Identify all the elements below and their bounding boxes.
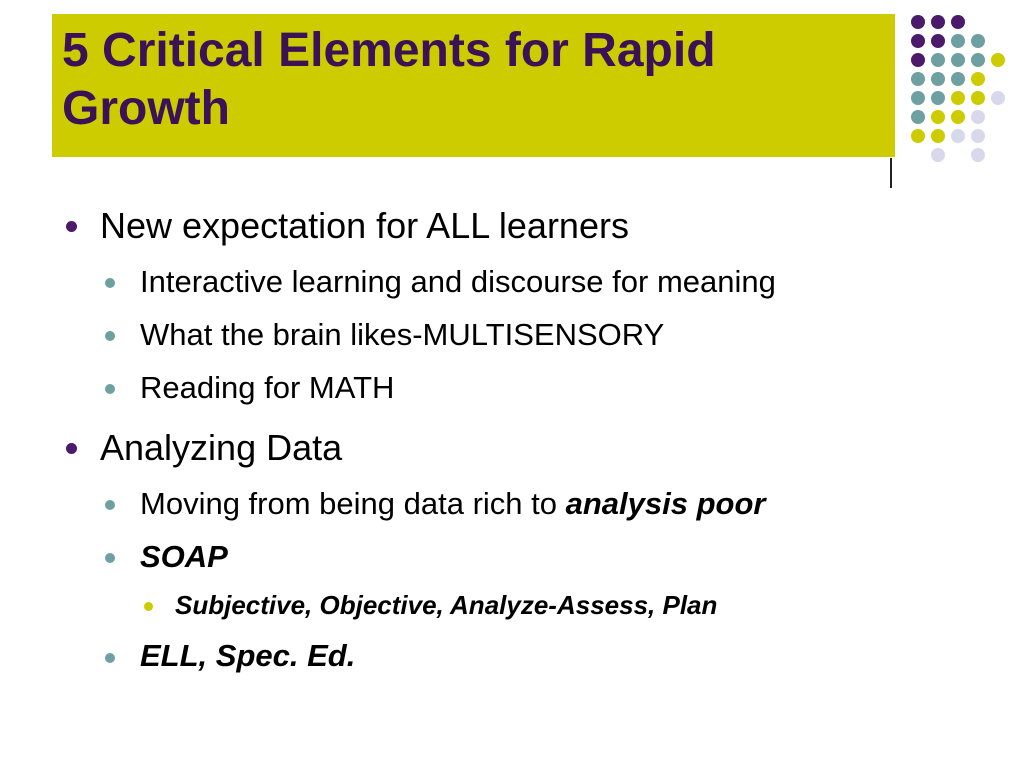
bullet-dot — [66, 221, 77, 232]
dot — [971, 148, 985, 162]
dot — [931, 148, 945, 162]
bullet-dot — [105, 653, 115, 663]
dot — [951, 15, 965, 29]
dot — [911, 15, 925, 29]
dot — [951, 53, 965, 67]
bullet-dot — [144, 602, 153, 611]
dot — [931, 34, 945, 48]
bullet-dot — [66, 443, 77, 454]
dot — [951, 34, 965, 48]
dot — [951, 72, 965, 86]
dot — [931, 15, 945, 29]
bullet-dot — [105, 278, 115, 288]
dot — [951, 91, 965, 105]
bullet-soap-expansion: Subjective, Objective, Analyze-Assess, Plan — [175, 590, 718, 620]
corner-divider-line — [890, 158, 892, 188]
dot — [911, 53, 925, 67]
bullet-dot — [105, 553, 115, 563]
dot — [911, 91, 925, 105]
bullet-brain-likes: What the brain likes-MULTISENSORY — [140, 317, 665, 352]
dot — [911, 110, 925, 124]
bullet-interactive-learning: Interactive learning and discourse for meaning — [140, 264, 776, 299]
dot — [971, 91, 985, 105]
dot — [951, 129, 965, 143]
analysis-poor-emphasis: analysis poor — [565, 486, 766, 521]
dot — [911, 34, 925, 48]
bullet-new-expectation: New expectation for ALL learners — [100, 205, 629, 246]
bullet-dot — [105, 384, 115, 394]
bullet-data-rich — [140, 486, 765, 522]
dot — [971, 53, 985, 67]
dot — [911, 72, 925, 86]
bullet-analyzing-data: Analyzing Data — [100, 427, 343, 468]
data-rich-text: Moving from being data rich to — [140, 486, 566, 521]
title-line-2: Growth — [62, 82, 230, 135]
bullet-ell-sped: ELL, Spec. Ed. — [140, 638, 356, 673]
dot — [971, 34, 985, 48]
dot — [931, 53, 945, 67]
slide-title — [62, 22, 716, 138]
bullet-reading-for-math: Reading for MATH — [140, 370, 395, 405]
dot — [971, 129, 985, 143]
bullet-dot — [105, 500, 115, 510]
bullet-dot — [105, 331, 115, 341]
dot — [911, 129, 925, 143]
title-line-1: 5 Critical Elements for Rapid — [62, 24, 716, 77]
dot — [931, 110, 945, 124]
dot — [971, 110, 985, 124]
dot — [951, 110, 965, 124]
dot — [931, 129, 945, 143]
dot — [991, 53, 1005, 67]
bullet-soap: SOAP — [140, 539, 228, 574]
dot — [931, 91, 945, 105]
dot — [971, 72, 985, 86]
dot — [931, 72, 945, 86]
dot — [991, 91, 1005, 105]
